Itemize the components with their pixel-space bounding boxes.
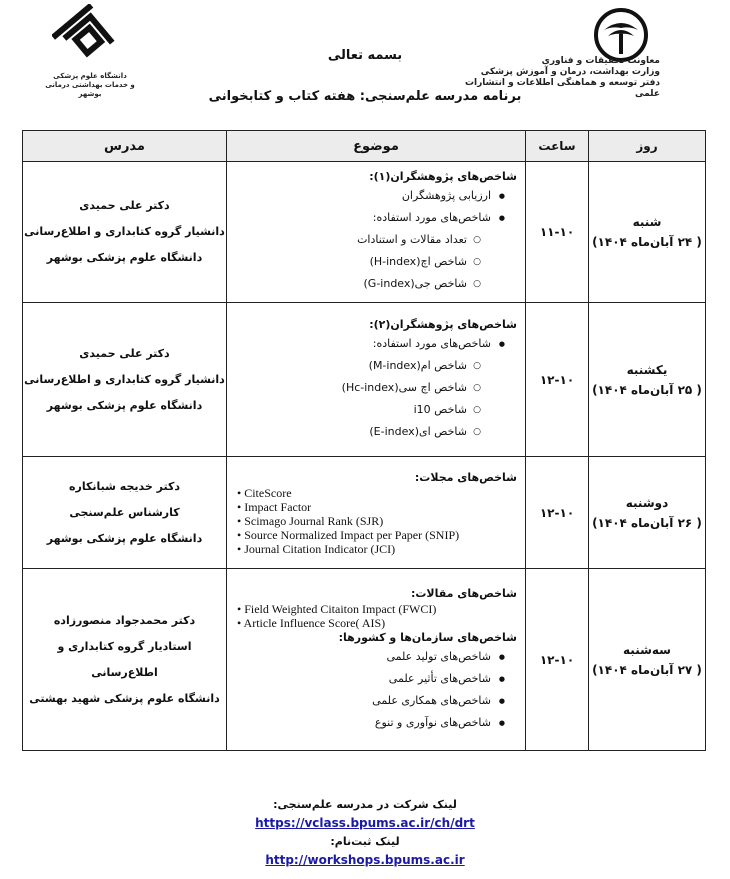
header-time: ساعت	[526, 131, 589, 162]
topic-subheading: شاخص‌های سازمان‌ها و کشورها:	[338, 630, 517, 644]
list-item: ● شاخص‌های نوآوری و تنوع	[231, 712, 505, 734]
list-item: ● شاخص‌های تولید علمی	[231, 646, 505, 668]
metric-item: • Article Influence Score( AIS)	[237, 616, 517, 630]
topic-heading: شاخص‌های مقالات:	[410, 586, 517, 600]
metric-item: • Source Normalized Impact per Paper (SNIP)	[237, 528, 517, 542]
table-row	[23, 303, 706, 457]
ministry-line-3: دفتر توسعه و هماهنگی اطلاعات و انتشارات علمی	[464, 78, 660, 99]
table-row	[23, 569, 706, 751]
sub-list-item: ○ شاخص جی(G-index)	[231, 273, 481, 295]
schedule-table	[22, 130, 706, 751]
metric-item: • Scimago Journal Rank (SJR)	[237, 514, 517, 528]
list-item: ● ارزیابی پژوهشگران	[231, 185, 505, 207]
day-name: دوشنبه	[625, 495, 669, 510]
metric-item: • CiteScore	[237, 486, 517, 500]
teacher-title: استادیار گروه کتابداری و اطلاع‌رسانی	[57, 639, 192, 679]
topic-heading: شاخص‌های پژوهشگران(۲):	[369, 317, 517, 331]
participate-link[interactable]: https://vclass.bpums.ac.ir/ch/drt	[255, 816, 475, 830]
teacher-title: دانشیار گروه کتابداری و اطلاع‌رسانی	[24, 372, 225, 386]
sub-list-item: ○ شاخص اچ(H-index)	[231, 251, 481, 273]
day-cell	[589, 162, 706, 303]
day-date: ( ۲۷ آبان‌ماه ۱۴۰۴)	[592, 662, 702, 677]
metric-item: • Impact Factor	[237, 500, 517, 514]
university-line-2: و خدمات بهداشتی درمانی بوشهر	[45, 81, 135, 98]
time-cell: ۱۱-۱۰	[526, 162, 589, 303]
teacher-name: دکتر علی حمیدی	[79, 199, 170, 212]
topic-cell	[227, 569, 526, 751]
day-name: سه‌شنبه	[623, 642, 671, 657]
list-item: ● شاخص‌های مورد استفاده:	[231, 333, 505, 355]
register-link[interactable]: http://workshops.bpums.ac.ir	[265, 853, 465, 867]
ministry-line-2: وزارت بهداشت، درمان و آموزش پزشکی	[480, 67, 660, 77]
topic-heading: شاخص‌های مجلات:	[414, 470, 517, 484]
teacher-cell	[23, 162, 227, 303]
time-cell: ۱۲-۱۰	[526, 457, 589, 569]
table-row	[23, 457, 706, 569]
day-cell	[589, 569, 706, 751]
teacher-name: دکتر علی حمیدی	[79, 346, 170, 360]
list-item: ● شاخص‌های تأثیر علمی	[231, 668, 505, 690]
day-date: ( ۲۶ آبان‌ماه ۱۴۰۴)	[592, 515, 702, 530]
teacher-cell	[23, 457, 227, 569]
metric-item: • Journal Citation Indicator (JCI)	[237, 542, 517, 556]
header-day: روز	[589, 131, 706, 162]
table-row	[23, 162, 706, 303]
footer-links	[0, 796, 730, 870]
day-name: شنبه	[632, 215, 662, 229]
header-topic: موضوع	[227, 131, 526, 162]
sub-list-item: ○ شاخص اچ سی(Hc-index)	[231, 377, 481, 399]
topic-cell	[227, 162, 526, 303]
ministry-line-1: معاونت تحقیقات و فناوری	[541, 56, 660, 66]
time-cell: ۱۲-۱۰	[526, 569, 589, 751]
bismillah: بسمه تعالی	[327, 48, 403, 63]
page-title: برنامه مدرسه علم‌سنجی: هفته کتاب و کتابخوانی	[208, 89, 522, 104]
teacher-cell	[23, 303, 227, 457]
table-header-row	[23, 131, 706, 162]
topic-heading: شاخص‌های پژوهشگران(۱):	[369, 170, 517, 183]
list-item: ● شاخص‌های مورد استفاده:	[231, 207, 505, 229]
teacher-affiliation: دانشگاه علوم پزشکی بوشهر	[46, 398, 203, 412]
list-item: ● شاخص‌های همکاری علمی	[231, 690, 505, 712]
participate-label: لینک شرکت در مدرسه علم‌سنجی:	[273, 798, 457, 811]
topic-cell	[227, 457, 526, 569]
sub-list-item: ○ شاخص i10	[231, 399, 481, 421]
sub-list-item: ○ تعداد مقالات و استنادات	[231, 229, 481, 251]
day-cell	[589, 457, 706, 569]
day-date: ( ۲۴ آبان‌ماه ۱۴۰۴)	[592, 235, 702, 249]
metric-item: • Field Weighted Citaiton Impact (FWCI)	[237, 602, 517, 616]
teacher-title: دانشیار گروه کتابداری و اطلاع‌رسانی	[24, 225, 225, 238]
day-date: ( ۲۵ آبان‌ماه ۱۴۰۴)	[592, 382, 702, 397]
teacher-affiliation: دانشگاه علوم پزشکی بوشهر	[46, 251, 203, 264]
teacher-affiliation: دانشگاه علوم پزشکی بوشهر	[46, 531, 203, 545]
sub-list-item: ○ شاخص ام(M-index)	[231, 355, 481, 377]
teacher-name: دکتر محمدجواد منصورزاده	[53, 613, 196, 627]
topic-cell	[227, 303, 526, 457]
sub-list-item: ○ شاخص ای(E-index)	[231, 421, 481, 443]
day-name: یکشنبه	[626, 362, 668, 377]
teacher-name: دکتر خدیجه شبانکاره	[69, 479, 180, 493]
day-cell	[589, 303, 706, 457]
teacher-title: کارشناس علم‌سنجی	[69, 505, 180, 519]
university-logo	[52, 4, 122, 74]
teacher-affiliation: دانشگاه علوم پزشکی شهید بهشتی	[29, 691, 220, 705]
header-teacher: مدرس	[23, 131, 227, 162]
teacher-cell	[23, 569, 227, 751]
time-cell: ۱۲-۱۰	[526, 303, 589, 457]
register-label: لینک ثبت‌نام:	[330, 835, 400, 848]
university-line-1: دانشگاه علوم پزشکی	[53, 72, 127, 80]
